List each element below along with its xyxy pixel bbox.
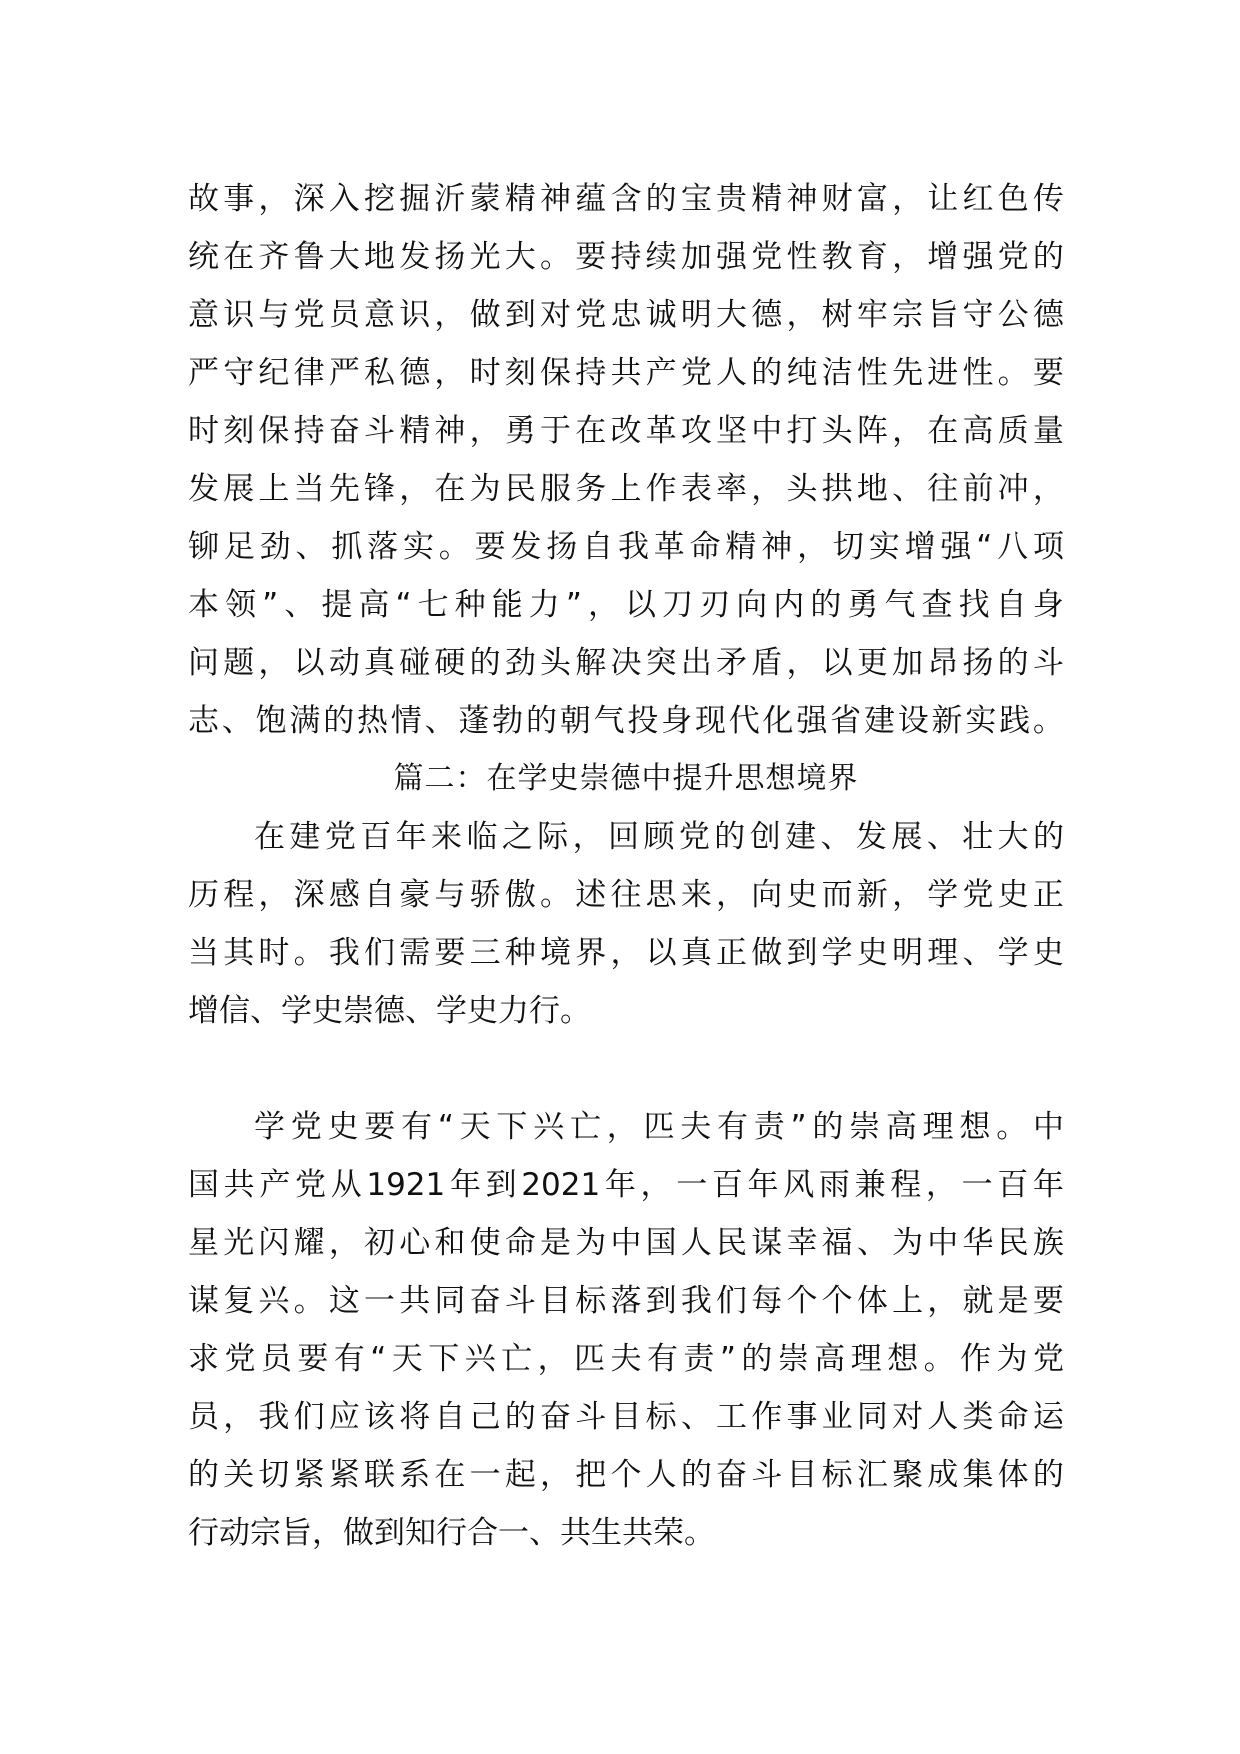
- paragraph-3: [188, 1098, 1064, 1562]
- text-line: 意 识 与 党 员 意 识 ， 做 到 对 党 忠 诚 明 大 德 ， 树 牢 宗 旨 守 公 德: [188, 297, 1064, 333]
- text-line: 本 领 ” 、 提 高 “ 七 种 能 力 ” ， 以 刀 刃 向 内 的 勇 气 查 找 自 身: [188, 587, 1064, 623]
- text-line: 时 刻 保 持 奋 斗 精 神 ， 勇 于 在 改 革 攻 坚 中 打 头 阵 ， 在 高 质 量: [188, 413, 1064, 449]
- text-line: 发 展 上 当 先 锋 ， 在 为 民 服 务 上 作 表 率 ， 头 拱 地 、 往 前 冲 ，: [188, 471, 1064, 507]
- text-line: 历 程 ， 深 感 自 豪 与 骄 傲 。 述 往 思 来 ， 向 史 而 新 ， 学 党 史 正: [188, 877, 1064, 913]
- text-line: 问 题 ， 以 动 真 碰 硬 的 劲 头 解 决 突 出 矛 盾 ， 以 更 加 昂 扬 的 斗: [188, 645, 1064, 681]
- text-line: 星 光 闪 耀 ， 初 心 和 使 命 是 为 中 国 人 民 谋 幸 福 、 为 中 华 民 族: [188, 1225, 1064, 1261]
- text-line: 故 事 ， 深 入 挖 掘 沂 蒙 精 神 蕴 含 的 宝 贵 精 神 财 富 ， 让 红 色 传: [188, 181, 1064, 217]
- text-line: 统 在 齐 鲁 大 地 发 扬 光 大 。 要 持 续 加 强 党 性 教 育 ， 增 强 党 的: [188, 239, 1064, 275]
- text-line: 员 ， 我 们 应 该 将 自 己 的 奋 斗 目 标 、 工 作 事 业 同 对 人 类 命 运: [188, 1399, 1064, 1435]
- text-line: 当 其 时 。 我 们 需 要 三 种 境 界 ， 以 真 正 做 到 学 史 明 理 、 学 史: [188, 935, 1064, 971]
- paragraph-spacer: [188, 1040, 1064, 1098]
- text-line: 严 守 纪 律 严 私 德 ， 时 刻 保 持 共 产 党 人 的 纯 洁 性 先 进 性 。 要: [188, 355, 1064, 391]
- paragraph-1: [188, 170, 1064, 750]
- document-body: [188, 170, 1064, 1562]
- text-line: 增信、学史崇德、学史力行。: [188, 993, 591, 1029]
- section-title: 篇二：在学史崇德中提升思想境界: [393, 761, 859, 796]
- text-line: 志 、 饱 满 的 热 情 、 蓬 勃 的 朝 气 投 身 现 代 化 强 省 建 设 新 实 践 。: [188, 703, 1064, 739]
- text-line: 铆 足 劲 、 抓 落 实 。 要 发 扬 自 我 革 命 精 神 ， 切 实 增 强 “ 八 项: [188, 529, 1064, 565]
- text-line: 求 党 员 要 有 “ 天 下 兴 亡 ， 匹 夫 有 责 ” 的 崇 高 理 想 。 作 为 党: [188, 1341, 1064, 1377]
- paragraph-2: [188, 808, 1064, 1040]
- text-line: 的 关 切 紧 紧 联 系 在 一 起 ， 把 个 人 的 奋 斗 目 标 汇 聚 成 集 体 的: [188, 1457, 1064, 1493]
- text-line: 谋 复 兴 。 这 一 共 同 奋 斗 目 标 落 到 我 们 每 个 个 体 上 ， 就 是 要: [188, 1283, 1064, 1319]
- text-line: 学 党 史 要 有 “ 天 下 兴 亡 ， 匹 夫 有 责 ” 的 崇 高 理 想 。 中: [254, 1109, 1064, 1145]
- text-line: 行动宗旨，做到知行合一、共生共荣。: [188, 1515, 715, 1551]
- text-line: 国 共 产 党 从 1921 年 到 2021 年 ， 一 百 年 风 雨 兼 程 ， 一 百 年: [188, 1167, 1064, 1203]
- text-line: 在 建 党 百 年 来 临 之 际 ， 回 顾 党 的 创 建 、 发 展 、 壮 大 的: [254, 819, 1064, 855]
